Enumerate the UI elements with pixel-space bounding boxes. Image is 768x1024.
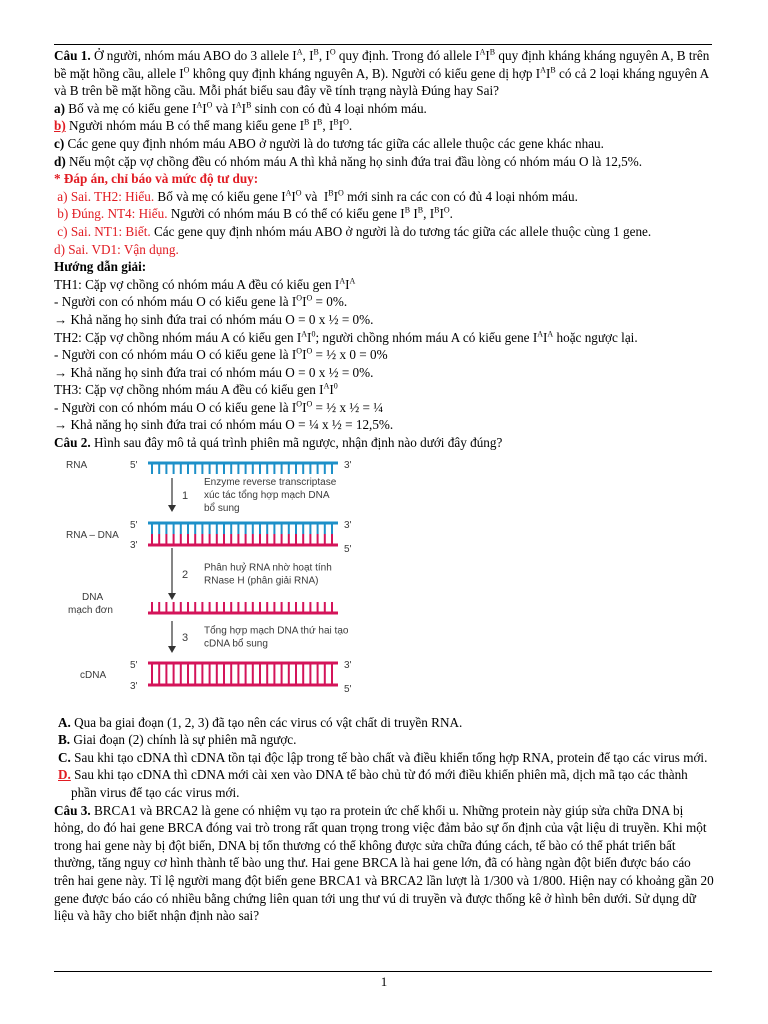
prime-label: 3' — [344, 519, 352, 531]
answer-d: d) Sai. VD1: Vận dụng. — [54, 241, 179, 257]
prime-label: 3' — [130, 680, 138, 692]
reverse-transcription-diagram — [54, 456, 714, 712]
prime-label: 3' — [130, 539, 138, 551]
prime-label: 3' — [344, 459, 352, 471]
q1-statement-d: d) Nếu một cặp vợ chồng đều có nhóm máu A thì khả năng họ sinh đứa trai đầu lòng có nhóm máu O là 12,5%. — [54, 153, 643, 169]
rna-dna-label: RNA – DNA — [66, 529, 119, 541]
page-number: 1 — [380, 974, 388, 989]
step-caption: cDNA bổ sung — [204, 638, 268, 650]
prime-label: 5' — [344, 683, 352, 695]
prime-label: 5' — [130, 519, 138, 531]
answer-b: b) Đúng. NT4: Hiểu. Người có nhóm máu B có thể có kiểu gene $I^B$ $I^B$, $I^BI^O$. — [57, 205, 453, 222]
arrowhead — [168, 646, 176, 653]
step-caption: Tổng hợp mạch DNA thứ hai tạo — [204, 625, 349, 637]
guide-line: → Khả năng họ sinh đứa trai có nhóm máu O = ¼ x ½ = 12,5%. — [54, 417, 394, 433]
q2-question: Câu 2. Hình sau đây mô tả quá trình phiên mã ngược, nhận định nào dưới đây đúng? — [54, 435, 503, 451]
guide-line: - Người con có nhóm máu O có kiểu gene là $I^OI^O$ = ½ x 0 = 0% — [54, 346, 388, 363]
arrowhead — [168, 505, 176, 512]
q2-option-b: B. Giai đoạn (2) chính là sự phiên mã ngược. — [58, 732, 297, 748]
step-caption: Phân huỷ RNA nhờ hoạt tính — [204, 562, 332, 574]
cdna-label: cDNA — [80, 669, 107, 681]
q3-text: Câu 3. BRCA1 và BRCA2 là gene có nhiệm vụ tạo ra protein ức chế khối u. Những protein này giúp sửa chữa DNA bị hỏng, do đó hai gene BRCA đóng vai trò trong rất quan trọng trong việc đảm bảo sự ổn định của vật liệu di truyền. Khi một trong hai gene này bị đột biến, DNA bị tổn thương có thể không được sửa chữa đúng cách, tế bào có thể phát triển bất thường, tăng nguy cơ hình thành tế bào ung thư. Hai gene BRCA là hai gene lớn, đã có hàng ngàn đột biến được báo cáo trên hai gene này. Tỉ lệ người mang đột biến gene BRCA1 và BRCA2 lần lượt là 1/300 và 1/800. Hiện nay có khoảng gần 20 gene được báo cáo có nhiều bằng chứng liên quan tới ung thư vú di truyền và được thống kê ở hình bên dưới. Sử dụng dữ liệu và hãy cho biết nhận định nào sai? — [54, 802, 714, 924]
q2-option-a: A. Qua ba giai đoạn (1, 2, 3) đã tạo nên các virus có vật chất di truyền RNA. — [58, 714, 463, 730]
step-number: 2 — [182, 568, 189, 581]
prime-label: 3' — [344, 659, 352, 671]
q1-title: Câu 1. — [54, 48, 91, 63]
guide-line: → Khả năng họ sinh đứa trai có nhóm máu O = 0 x ½ = 0%. — [54, 311, 374, 327]
guide-line: TH2: Cặp vợ chồng nhóm máu A có kiểu gen $I^AI^0$; người chồng nhóm máu A có kiểu gene $I^AI^A$ hoặc ngược lại. — [54, 329, 638, 345]
q1-intro: Câu 1. Ở người, nhóm máu ABO do 3 allele $I^A$, $I^B$, $I^O$ quy định. Trong đó allele $I^AI^B$ quy định kháng kháng nguyên A, B trên bề mặt hồng cầu, allele $I^O$ không quy định kháng nguyên A, B). Người có kiểu gene dị hợp $I^AI^B$ có cả 2 loại kháng nguyên A và B trên bề mặt hồng cầu. Mỗi phát biểu sau đây về tính trạng nàylà Đúng hay Sai? — [54, 47, 710, 99]
step-caption: Enzyme reverse transcriptase — [204, 476, 337, 488]
prime-label: 5' — [130, 659, 138, 671]
arrowhead — [168, 593, 176, 600]
q2-option-c: C. Sau khi tạo cDNA thì cDNA tồn tại độc lập trong tế bào chất và điều khiển tổng hợp RNA, protein để tạo các virus mới. — [58, 749, 708, 765]
step-caption: RNase H (phân giải RNA) — [204, 575, 319, 587]
guide-line: - Người con có nhóm máu O có kiểu gene là $I^OI^O$ = ½ x ½ = ¼ — [54, 399, 384, 415]
q1-statement-c: c) Các gene quy định nhóm máu ABO ở người là do tương tác giữa các allele thuộc các gene khác nhau. — [54, 135, 604, 151]
answer-heading: * Đáp án, chỉ báo và mức độ tư duy: — [54, 171, 259, 187]
guide-line: - Người con có nhóm máu O có kiểu gene là $I^OI^O = 0\%$. — [54, 293, 348, 310]
document-body — [54, 47, 714, 925]
guide-line: TH3: Cặp vợ chồng nhóm máu A đều có kiểu gen $I^AI^0$ — [54, 381, 338, 398]
prime-label: 5' — [344, 543, 352, 555]
guide-line: → Khả năng họ sinh đứa trai có nhóm máu O = 0 x ½ = 0%. — [54, 364, 374, 380]
guide-heading: Hướng dẫn giải: — [54, 259, 147, 275]
q2-option-d: D. Sau khi tạo cDNA thì cDNA mới cài xen vào DNA tế bào chủ từ đó mới điều khiển phiên mã, dịch mã tạo các thành phần virus để tạo các virus mới. — [58, 767, 688, 801]
dna-single-label: DNA — [82, 591, 104, 603]
prime-label: 5' — [130, 459, 138, 471]
step-number: 3 — [182, 631, 189, 644]
reverse-transcription-svg — [54, 456, 714, 712]
answer-a: a) Sai. TH2: Hiểu. Bố và mẹ có kiểu gene $I^AI^O$ và $I^BI^O$ mới sinh ra các con có đủ 4 loại nhóm máu. — [57, 188, 578, 204]
top-rule — [54, 44, 712, 45]
bottom-rule — [54, 971, 712, 972]
rna-label: RNA — [66, 459, 88, 471]
answer-c: c) Sai. NT1: Biết. Các gene quy định nhóm máu ABO ở người là do tương tác giữa các allele thuộc cùng 1 gene. — [57, 223, 652, 239]
q1-statement-a: a) Bố và mẹ có kiểu gene $I^AI^O$ và $I^AI^B$ sinh con có đủ 4 loại nhóm máu. — [54, 100, 427, 116]
dna-single-label: mạch đơn — [68, 604, 113, 616]
step-caption: xúc tác tổng hợp mạch DNA — [204, 489, 330, 501]
guide-line: TH1: Cặp vợ chồng có nhóm máu A đều có kiểu gen $I^AI^A$ — [54, 276, 356, 292]
step-caption: bổ sung — [204, 502, 240, 514]
q1-statement-b: b) Người nhóm máu B có thể mang kiểu gene $I^B$ $I^B$, $I^BI^O$. — [54, 117, 353, 134]
step-number: 1 — [182, 489, 189, 502]
